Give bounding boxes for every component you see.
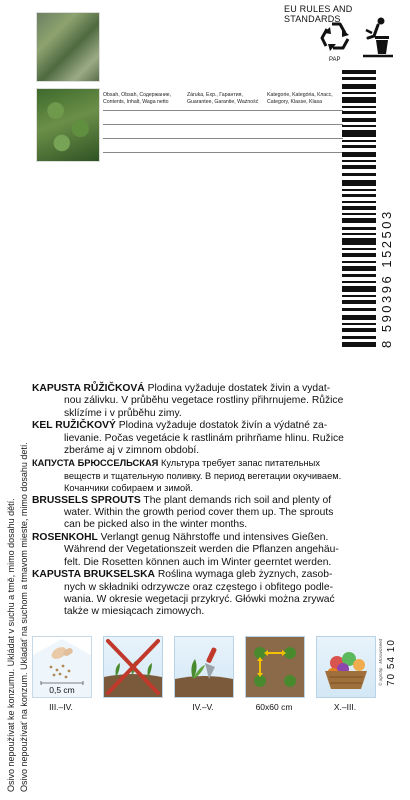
side-note-outer: Osivo nepoužívat ke konzumu. Ukládat v suchu a tmě, mimo dosahu dětí.	[6, 498, 16, 792]
transplanting-period-caption: IV.–V.	[192, 702, 214, 712]
harvest-basket-icon	[316, 636, 376, 698]
spacing-icon	[245, 636, 305, 698]
plant-name-en: BRUSSELS SPROUTS	[32, 494, 141, 506]
producer-mark: © agrotip · Moravoseed	[378, 638, 383, 686]
description-pl: KAPUSTA BRUKSELSKA Roślina wymaga gleb żyznych, zasob- nych w składniki odrzywcze oraz częstego i obfitego podle- wania. W okresie wegetacji przykryć. Główki można zrywać także w miesiącach zimowych.	[32, 569, 335, 618]
plant-name-pl: KAPUSTA BRUKSELSKA	[32, 569, 155, 581]
description-sk: KEL RUŽIČKOVÝ Plodina vyžaduje dostatok živín a výdatné za- lievanie. Počas vegetácie k rastlinám prihrňame hlinu. Ružice zberáme aj v zimnom období.	[32, 420, 344, 457]
plant-name-cz: KAPUSTA RŮŽIČKOVÁ	[32, 383, 145, 394]
plant-name-sk: KEL RUŽIČKOVÝ	[32, 420, 116, 432]
bin-icon	[360, 16, 394, 58]
harvest-period-caption: X.–III.	[333, 702, 357, 712]
sowing-depth-label: 0,5 cm	[49, 685, 75, 695]
side-note-inner: Osivo nepoužívať na konzum. Ukladať na suchom a tmavom mieste, mimo dosahu detí.	[19, 442, 29, 792]
standards-label: EU RULES AND STANDARDS	[284, 4, 353, 24]
plant-name-ru: КАПУСТА БРЮССЕЛЬСКАЯ	[32, 458, 159, 469]
description-de: ROSENKOHL Verlangt genug Nährstoffe und intensives Gießen. Während der Vegetationszeit werden die Pflanzen angehäu- felt. Die Rosetten können auch im Winter geerntet werden.	[32, 531, 339, 568]
description-list	[32, 383, 384, 619]
info-guarantee-label: Záruka, Exp., Гарантия, Guarantee, Garantie, Ważność	[187, 92, 259, 105]
recycle-icon	[318, 18, 354, 56]
info-row-line	[103, 152, 343, 173]
sowing-period-caption: III.–IV.	[49, 702, 73, 712]
product-code: 70 54 10	[386, 639, 397, 686]
info-category-label: Kategorie, Kategória, Класс, Category, Klasse, Klasa	[267, 92, 333, 105]
spacing-caption: 60x60 cm	[255, 702, 293, 712]
seed-sowing-icon	[32, 636, 92, 698]
info-contents-label: Obsah, Obsah, Содержание, Contents, Inhalt, Waga netto	[103, 92, 172, 105]
description-ru: КАПУСТА БРЮССЕЛЬСКАЯ Культура требует запас питательных веществ и тщательную поливку. В период вегетации окучиваем. Кочанчики собираем и зимой.	[32, 458, 342, 494]
barcode-number: 8 590396 152503	[379, 209, 394, 348]
info-row-header	[103, 90, 343, 110]
no-direct-sowing-icon	[103, 636, 163, 698]
product-photo-sprouts	[36, 88, 100, 162]
transplanting-icon	[174, 636, 234, 698]
plant-name-de: ROSENKOHL	[32, 531, 98, 543]
pap-label: PAP	[329, 57, 341, 63]
description-en: BRUSSELS SPROUTS The plant demands rich soil and plenty of water. Within the growth period cover them up. The sprouts can be picked also in the winter months.	[32, 494, 334, 531]
product-photo-plant	[36, 12, 100, 82]
description-cz: KAPUSTA RŮŽIČKOVÁ Plodina vyžaduje dostatek živin a vydat- nou zálivku. V průběhu vegetace rostliny přihrnujeme. Růžice sklízíme i v průběhu zimy.	[32, 383, 344, 419]
